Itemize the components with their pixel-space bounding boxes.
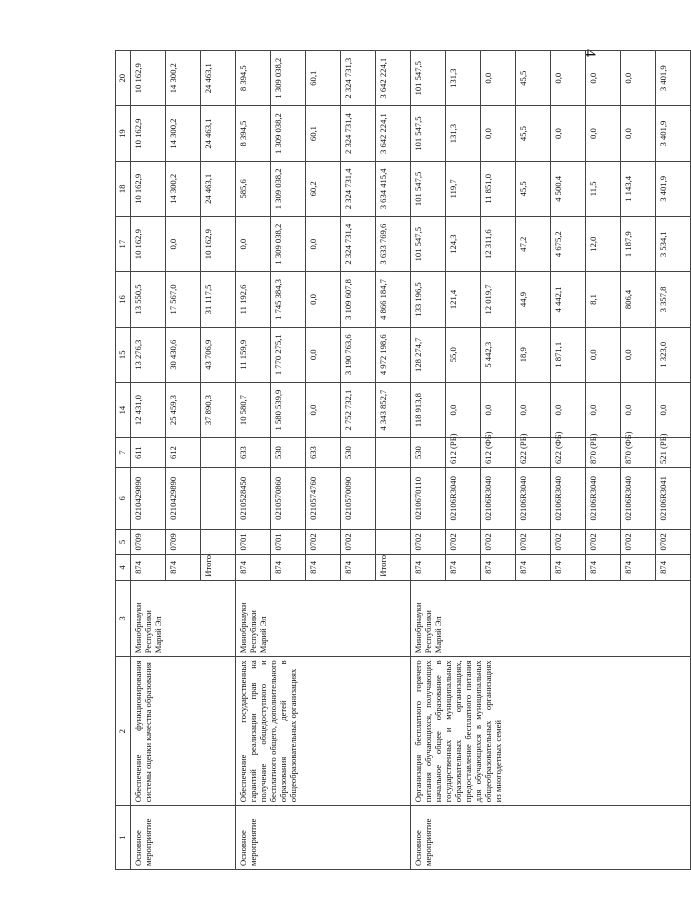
- column-header-17: 17: [116, 217, 131, 272]
- value-cell: 4 500,4: [551, 161, 586, 216]
- value-cell: 24 463,1: [201, 161, 236, 216]
- activity-type-cell: Основное мероприятие: [131, 806, 236, 870]
- code-cell-c6: 02106R3040: [481, 467, 516, 529]
- value-cell: 31 117,5: [201, 272, 236, 327]
- value-cell: 4 675,2: [551, 217, 586, 272]
- code-cell-c6: 02106R3040: [551, 467, 586, 529]
- value-cell: 0,0: [586, 327, 621, 382]
- value-cell: 0,0: [621, 327, 656, 382]
- value-cell: 55,0: [446, 327, 481, 382]
- column-header-3: 3: [116, 580, 131, 657]
- value-cell: 119,7: [446, 161, 481, 216]
- table-row: [411, 51, 446, 870]
- code-cell-c4: 874: [516, 555, 551, 581]
- value-cell: 101 547,5: [411, 106, 446, 161]
- value-cell: 4 442,1: [551, 272, 586, 327]
- value-cell: 0,0: [586, 382, 621, 437]
- responsible-body-cell: Минобрнауки Республики Марий Эл: [131, 580, 236, 657]
- value-cell: 11 159,9: [236, 327, 271, 382]
- value-cell: 3 633 769,6: [376, 217, 411, 272]
- value-cell: 10 580,7: [236, 382, 271, 437]
- value-cell: 18,9: [516, 327, 551, 382]
- value-cell: 3 190 763,6: [341, 327, 376, 382]
- code-cell-c7: 622 (РБ): [516, 438, 551, 468]
- code-cell-c4: 874: [411, 555, 446, 581]
- code-cell-c4: 874: [446, 555, 481, 581]
- value-cell: 5 442,3: [481, 327, 516, 382]
- value-cell: 24 463,1: [201, 106, 236, 161]
- code-cell-c5: 0702: [306, 529, 341, 555]
- value-cell: 24 463,1: [201, 51, 236, 106]
- code-cell-c4: 874: [271, 555, 306, 581]
- code-cell-c7: 633: [306, 438, 341, 468]
- value-cell: 25 459,3: [166, 382, 201, 437]
- code-cell-c4: 874: [341, 555, 376, 581]
- column-header-2: 2: [116, 657, 131, 806]
- code-cell-c6: 0210429890: [166, 467, 201, 529]
- column-header-20: 20: [116, 51, 131, 106]
- code-cell-c7: 870 (РБ): [586, 438, 621, 468]
- code-cell-c5: 0701: [271, 529, 306, 555]
- value-cell: 12 019,7: [481, 272, 516, 327]
- value-cell: 10 162,9: [131, 106, 166, 161]
- value-cell: 2 324 731,4: [341, 161, 376, 216]
- code-cell-c5: 0702: [481, 529, 516, 555]
- value-cell: 585,6: [236, 161, 271, 216]
- value-cell: 44,9: [516, 272, 551, 327]
- code-cell-c7: 870 (ФБ): [621, 438, 656, 468]
- value-cell: 10 162,9: [131, 217, 166, 272]
- value-cell: 0,0: [481, 106, 516, 161]
- table-row: [236, 51, 271, 870]
- value-cell: 0,0: [656, 382, 691, 437]
- value-cell: 8 394,5: [236, 106, 271, 161]
- budget-table: [115, 50, 691, 870]
- column-header-19: 19: [116, 106, 131, 161]
- code-cell-c7: 622 (ФБ): [551, 438, 586, 468]
- value-cell: 2 324 731,4: [341, 106, 376, 161]
- code-cell-c4: Итого: [376, 555, 411, 581]
- code-cell-c6: 02106R3040: [586, 467, 621, 529]
- code-cell-c4: 874: [481, 555, 516, 581]
- code-cell-c6: 0210528450: [236, 467, 271, 529]
- code-cell-c6: 0210574760: [306, 467, 341, 529]
- value-cell: 37 890,3: [201, 382, 236, 437]
- column-header-18: 18: [116, 161, 131, 216]
- code-cell-c7: [376, 438, 411, 468]
- value-cell: 13 550,5: [131, 272, 166, 327]
- value-cell: 30 430,6: [166, 327, 201, 382]
- value-cell: 13 276,3: [131, 327, 166, 382]
- value-cell: 4 343 852,7: [376, 382, 411, 437]
- column-header-14: 14: [116, 382, 131, 437]
- value-cell: 124,3: [446, 217, 481, 272]
- value-cell: 3 634 415,4: [376, 161, 411, 216]
- code-cell-c6: 02106R3040: [446, 467, 481, 529]
- code-cell-c6: 0210670110: [411, 467, 446, 529]
- table-body: [131, 51, 691, 870]
- value-cell: 0,0: [481, 51, 516, 106]
- value-cell: 10 162,9: [131, 161, 166, 216]
- value-cell: 133 196,5: [411, 272, 446, 327]
- value-cell: 14 300,2: [166, 161, 201, 216]
- code-cell-c7: 521 (РБ): [656, 438, 691, 468]
- code-cell-c6: 0210429890: [131, 467, 166, 529]
- value-cell: 121,4: [446, 272, 481, 327]
- value-cell: 1 187,9: [621, 217, 656, 272]
- code-cell-c7: 530: [411, 438, 446, 468]
- value-cell: 0,0: [621, 382, 656, 437]
- code-cell-c4: 874: [166, 555, 201, 581]
- code-cell-c4: 874: [236, 555, 271, 581]
- column-header-4: 4: [116, 555, 131, 581]
- code-cell-c5: 0702: [621, 529, 656, 555]
- value-cell: 4 972 198,6: [376, 327, 411, 382]
- column-header-7: 7: [116, 438, 131, 468]
- value-cell: 8 394,5: [236, 51, 271, 106]
- value-cell: 12 431,0: [131, 382, 166, 437]
- value-cell: 1 745 384,3: [271, 272, 306, 327]
- value-cell: 60,2: [306, 161, 341, 216]
- value-cell: 8,1: [586, 272, 621, 327]
- value-cell: 1 580 539,9: [271, 382, 306, 437]
- value-cell: 0,0: [236, 217, 271, 272]
- value-cell: 1 309 038,2: [271, 161, 306, 216]
- value-cell: 60,1: [306, 106, 341, 161]
- column-header-16: 16: [116, 272, 131, 327]
- value-cell: 14 300,2: [166, 51, 201, 106]
- code-cell-c5: 0701: [236, 529, 271, 555]
- value-cell: 128 274,7: [411, 327, 446, 382]
- code-cell-c5: 0709: [166, 529, 201, 555]
- value-cell: 11 851,0: [481, 161, 516, 216]
- value-cell: 45,5: [516, 51, 551, 106]
- column-header-15: 15: [116, 327, 131, 382]
- code-cell-c4: 874: [621, 555, 656, 581]
- value-cell: 3 109 607,8: [341, 272, 376, 327]
- code-cell-c6: 02106R3040: [621, 467, 656, 529]
- code-cell-c4: 874: [306, 555, 341, 581]
- value-cell: 12 311,6: [481, 217, 516, 272]
- code-cell-c5: 0702: [516, 529, 551, 555]
- value-cell: 12,0: [586, 217, 621, 272]
- value-cell: 131,3: [446, 106, 481, 161]
- header-row: [116, 51, 131, 870]
- code-cell-c6: 0210570860: [271, 467, 306, 529]
- value-cell: 0,0: [621, 51, 656, 106]
- value-cell: 0,0: [621, 106, 656, 161]
- code-cell-c7: 633: [236, 438, 271, 468]
- value-cell: 47,2: [516, 217, 551, 272]
- activity-description-cell: Обеспечение функционирования системы оценки качества образования: [131, 657, 236, 806]
- value-cell: 0,0: [166, 217, 201, 272]
- activity-description-cell: Организация бесплатного горячего питания обучающихся, получающих начальное общее образование в государственных и муниципальных образовательных организациях, предоставление бесплатного питания для обучающихся в муниципальных общеобразовательных организациях из многодетных семей: [411, 657, 691, 806]
- value-cell: 101 547,5: [411, 217, 446, 272]
- value-cell: 11,5: [586, 161, 621, 216]
- code-cell-c7: 611: [131, 438, 166, 468]
- column-header-6: 6: [116, 467, 131, 529]
- value-cell: 11 192,6: [236, 272, 271, 327]
- code-cell-c5: [201, 529, 236, 555]
- rotated-table-container: [115, 50, 668, 870]
- value-cell: 45,5: [516, 106, 551, 161]
- value-cell: 43 706,9: [201, 327, 236, 382]
- value-cell: 0,0: [306, 217, 341, 272]
- value-cell: 101 547,5: [411, 161, 446, 216]
- value-cell: 0,0: [306, 382, 341, 437]
- value-cell: 3 401,9: [656, 106, 691, 161]
- code-cell-c7: [201, 438, 236, 468]
- value-cell: 3 401,9: [656, 161, 691, 216]
- value-cell: 131,3: [446, 51, 481, 106]
- code-cell-c5: 0702: [551, 529, 586, 555]
- value-cell: 1 871,1: [551, 327, 586, 382]
- value-cell: 0,0: [516, 382, 551, 437]
- value-cell: 1 309 038,2: [271, 106, 306, 161]
- value-cell: 118 913,8: [411, 382, 446, 437]
- code-cell-c7: 530: [271, 438, 306, 468]
- table-row: [131, 51, 166, 870]
- code-cell-c6: 0210570090: [341, 467, 376, 529]
- value-cell: 1 143,4: [621, 161, 656, 216]
- value-cell: 3 642 224,1: [376, 51, 411, 106]
- responsible-body-cell: Минобрнауки Республики Марий Эл: [236, 580, 411, 657]
- value-cell: 10 162,9: [131, 51, 166, 106]
- value-cell: 0,0: [551, 51, 586, 106]
- code-cell-c6: 02106R3040: [516, 467, 551, 529]
- page-number: 4: [581, 49, 598, 57]
- code-cell-c7: 612 (РБ): [446, 438, 481, 468]
- value-cell: 1 309 038,2: [271, 217, 306, 272]
- value-cell: 0,0: [446, 382, 481, 437]
- value-cell: 4 866 184,7: [376, 272, 411, 327]
- code-cell-c5: 0702: [656, 529, 691, 555]
- value-cell: 10 162,9: [201, 217, 236, 272]
- activity-type-cell: Основное мероприятие: [411, 806, 691, 870]
- code-cell-c4: 874: [131, 555, 166, 581]
- value-cell: 0,0: [306, 272, 341, 327]
- value-cell: 1 309 038,2: [271, 51, 306, 106]
- value-cell: 0,0: [586, 106, 621, 161]
- value-cell: 0,0: [586, 51, 621, 106]
- value-cell: 0,0: [551, 382, 586, 437]
- value-cell: 1 323,0: [656, 327, 691, 382]
- code-cell-c7: 530: [341, 438, 376, 468]
- value-cell: 3 534,1: [656, 217, 691, 272]
- code-cell-c5: 0702: [586, 529, 621, 555]
- value-cell: 3 642 224,1: [376, 106, 411, 161]
- column-header-5: 5: [116, 529, 131, 555]
- code-cell-c7: 612: [166, 438, 201, 468]
- code-cell-c4: Итого: [201, 555, 236, 581]
- value-cell: 0,0: [481, 382, 516, 437]
- value-cell: 3 357,8: [656, 272, 691, 327]
- code-cell-c7: 612 (ФБ): [481, 438, 516, 468]
- value-cell: 806,4: [621, 272, 656, 327]
- value-cell: 1 770 275,1: [271, 327, 306, 382]
- value-cell: 17 567,0: [166, 272, 201, 327]
- column-header-1: 1: [116, 806, 131, 870]
- value-cell: 0,0: [306, 327, 341, 382]
- activity-type-cell: Основное мероприятие: [236, 806, 411, 870]
- value-cell: 2 324 731,4: [341, 217, 376, 272]
- code-cell-c5: 0702: [411, 529, 446, 555]
- code-cell-c4: 874: [656, 555, 691, 581]
- code-cell-c4: 874: [551, 555, 586, 581]
- value-cell: 60,1: [306, 51, 341, 106]
- value-cell: 0,0: [551, 106, 586, 161]
- value-cell: 2 752 732,1: [341, 382, 376, 437]
- code-cell-c5: [376, 529, 411, 555]
- value-cell: 45,5: [516, 161, 551, 216]
- code-cell-c6: 02106R3041: [656, 467, 691, 529]
- code-cell-c5: 0702: [446, 529, 481, 555]
- activity-description-cell: Обеспечение государственных гарантий реализации прав на получение общедоступного и бесплатного общего, дополнительного образования детей в общеобразовательных организациях: [236, 657, 411, 806]
- code-cell-c6: [376, 467, 411, 529]
- value-cell: 101 547,5: [411, 51, 446, 106]
- code-cell-c5: 0702: [341, 529, 376, 555]
- value-cell: 2 324 731,3: [341, 51, 376, 106]
- code-cell-c5: 0709: [131, 529, 166, 555]
- responsible-body-cell: Минобрнауки Республики Марий Эл: [411, 580, 691, 657]
- code-cell-c4: 874: [586, 555, 621, 581]
- value-cell: 3 401,9: [656, 51, 691, 106]
- value-cell: 14 300,2: [166, 106, 201, 161]
- code-cell-c6: [201, 467, 236, 529]
